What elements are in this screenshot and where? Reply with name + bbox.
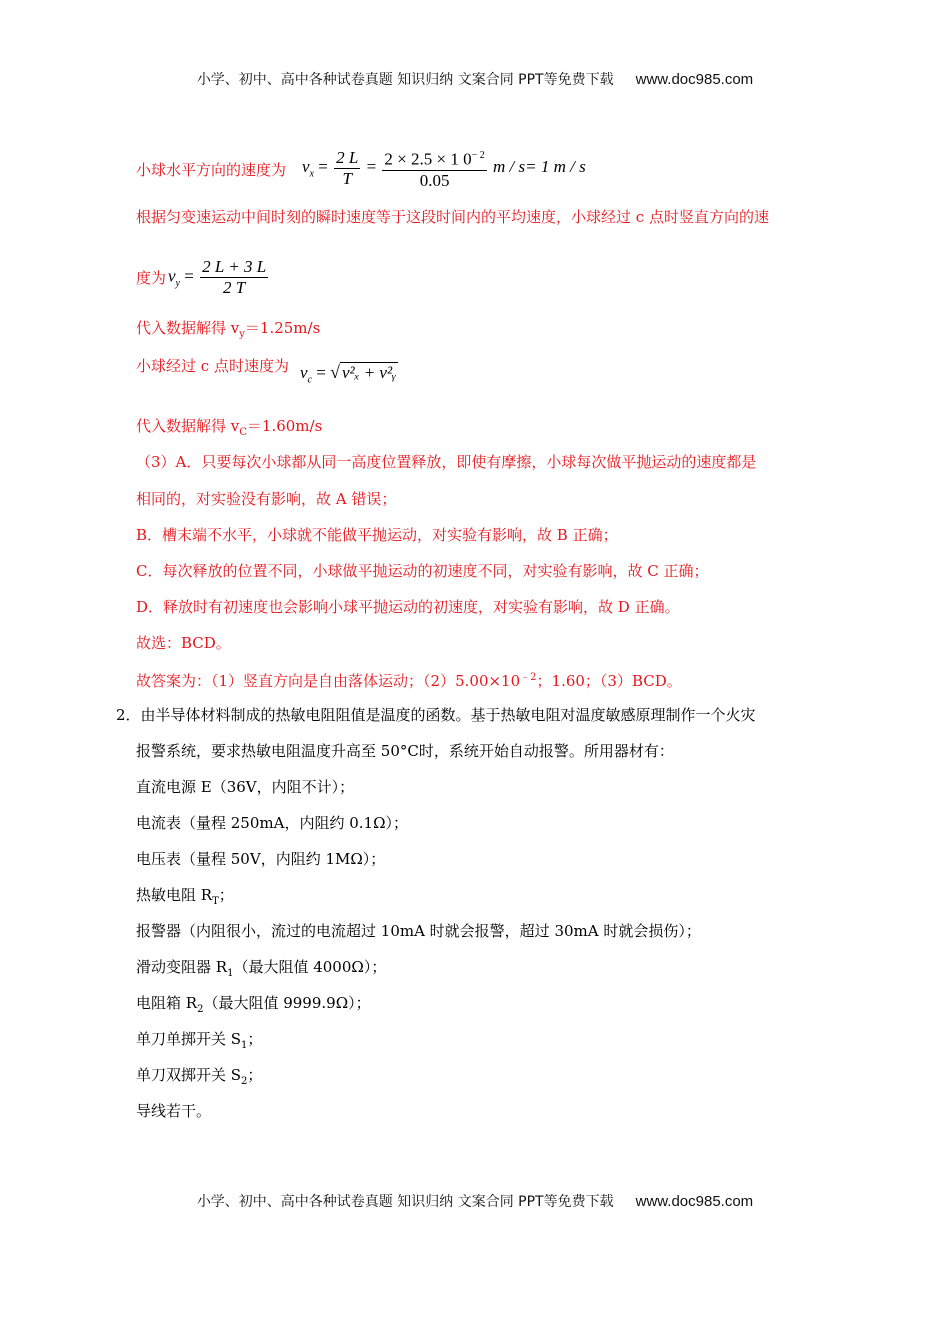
equipment-item-after: ； [218, 886, 234, 904]
equipment-item-text: 电阻箱 R [136, 994, 198, 1012]
vy-sub: y [175, 277, 180, 289]
vx-frac1-den: T [342, 168, 352, 188]
vy-den: 2 T [223, 278, 246, 297]
vx-label: 小球水平方向的速度为 [136, 161, 287, 179]
vx-unit: m / s [492, 157, 526, 177]
vx-frac2-exp: − 2 [471, 150, 485, 161]
vc-label: 小球经过 c 点时速度为 [136, 357, 289, 375]
equipment-item-sub: 1 [227, 968, 234, 979]
part3-a-line2: 相同的，对实验没有影响，故 A 错误； [136, 490, 397, 508]
answer-part-b: ；1.60；（3）BCD。 [536, 672, 682, 690]
vc-lhs: v [300, 363, 308, 382]
vy-lhs: v [168, 266, 176, 286]
equipment-item-text: 热敏电阻 R [136, 886, 213, 904]
equipment-item-text: 导线若干。 [136, 1102, 212, 1120]
footer-slogan: 小学、初中、高中各种试卷真题 知识归纳 文案合同 PPT等免费下载 [196, 1194, 614, 1210]
vy-value-sub: y [239, 329, 245, 340]
equipment-item [136, 813, 408, 833]
question2-line2: 报警系统，要求热敏电阻温度升高至 50°C时，系统开始自动报警。所用器材有： [136, 742, 674, 760]
vy-label: 度为 [136, 269, 167, 287]
equipment-item-text: 电流表（量程 250mA，内阻约 0.1Ω）； [136, 814, 409, 832]
part3-a-line1: （3）A．只要每次小球都从同一高度位置释放，即使有摩擦，小球每次做平抛运动的速度都是 [136, 453, 757, 471]
answer-part-a: 故答案为：（1）竖直方向是自由落体运动；（2）5.00×10 [136, 672, 521, 690]
vx-frac1-num: 2 L [336, 147, 359, 167]
equipment-item-text: 单刀双掷开关 S [136, 1066, 242, 1084]
equipment-item-text: 滑动变阻器 R [136, 958, 228, 976]
vx-fraction-1 [334, 148, 360, 189]
equipment-item [136, 1065, 262, 1092]
vc-value-text: 代入数据解得 v [136, 417, 240, 435]
equipment-item-text: 电压表（量程 50V，内阻约 1MΩ）； [136, 850, 386, 868]
equipment-item-sub: 2 [241, 1076, 248, 1087]
equipment-item [136, 993, 371, 1020]
equipment-item-sub: T [212, 896, 219, 907]
question2-line1 [116, 705, 756, 725]
equipment-item [136, 777, 354, 797]
vx-fraction-2 [382, 146, 486, 191]
vy-value [136, 318, 320, 345]
equipment-item [136, 885, 234, 912]
equipment-item-after: （最大阻值 4000Ω）； [233, 958, 387, 976]
vy-value-text: 代入数据解得 v [136, 319, 240, 337]
vc-sub: c [307, 374, 312, 386]
vc-equation: $v_c$ = √ v²ₓ + v²ᵧ [300, 362, 396, 386]
vc-value-result: ＝1.60m/s [246, 417, 323, 435]
vy-value-result: ＝1.25m/s [244, 319, 321, 337]
equipment-item-sub: 2 [197, 1004, 204, 1015]
page-footer [0, 1191, 950, 1211]
vx-equation: $v_x$ = $\frac{2 L}{T}$ = $\frac{2 \times 2.5 \times 1 0^{- 2}}{0.05}$ m / s= 1 m / s [302, 147, 586, 190]
question2-number: 2． [116, 706, 141, 724]
answer-line [136, 668, 682, 691]
footer-url[interactable]: www.doc985.com [635, 1193, 754, 1210]
equipment-item-after: ； [247, 1066, 263, 1084]
part3-b: B．槽末端不水平，小球就不能做平抛运动，对实验有影响，故 B 正确； [136, 526, 618, 544]
vx-result: = 1 m / s [525, 157, 586, 177]
header-slogan: 小学、初中、高中各种试卷真题 知识归纳 文案合同 PPT等免费下载 [196, 72, 614, 88]
vy-equation: $v_y$ = $\frac{2 L + 3 L}{2 T}$ [168, 257, 267, 297]
equipment-item [136, 1101, 211, 1121]
equipment-item-sub: 1 [241, 1040, 248, 1051]
answer-exp: ﹣2 [520, 672, 537, 683]
part3-d: D．释放时有初速度也会影响小球平抛运动的初速度，对实验有影响，故 D 正确。 [136, 598, 680, 616]
part3-c: C．每次释放的位置不同，小球做平抛运动的初速度不同，对实验有影响，故 C 正确； [136, 562, 709, 580]
page-header [0, 69, 950, 89]
equipment-item-after: （最大阻值 9999.9Ω）； [203, 994, 371, 1012]
vy-fraction [200, 257, 268, 298]
vx-frac2-num: 2 × 2.5 × 1 0 [384, 149, 472, 169]
vx-frac2-den: 0.05 [419, 170, 450, 190]
vc-value-sub: C [239, 427, 247, 438]
vc-value [136, 416, 322, 443]
choice-line: 故选：BCD。 [136, 634, 231, 652]
vy-intro: 根据匀变速运动中间时刻的瞬时速度等于这段时间内的平均速度，小球经过 c 点时竖直方向的速 [136, 208, 769, 226]
equipment-item [136, 957, 386, 984]
equipment-item-after: ； [247, 1030, 263, 1048]
equipment-item [136, 921, 701, 941]
question2-text1: 由半导体材料制成的热敏电阻阻值是温度的函数。基于热敏电阻对温度敏感原理制作一个火灾 [140, 706, 756, 724]
equipment-item-text: 报警器（内阻很小，流过的电流超过 10mA 时就会报警，超过 30mA 时就会损伤）； [136, 922, 701, 940]
equipment-item-text: 单刀单掷开关 S [136, 1030, 242, 1048]
vy-num: 2 L + 3 L [202, 257, 267, 276]
vc-expr: v²ₓ + v²ᵧ [341, 363, 396, 382]
equipment-item [136, 1029, 262, 1056]
vx-lhs: v [302, 157, 310, 177]
sqrt-icon: √ [330, 362, 340, 382]
equipment-item [136, 849, 385, 869]
equipment-item-text: 直流电源 E（36V，内阻不计）； [136, 778, 355, 796]
vx-sub: x [309, 168, 314, 180]
header-url[interactable]: www.doc985.com [635, 71, 754, 88]
